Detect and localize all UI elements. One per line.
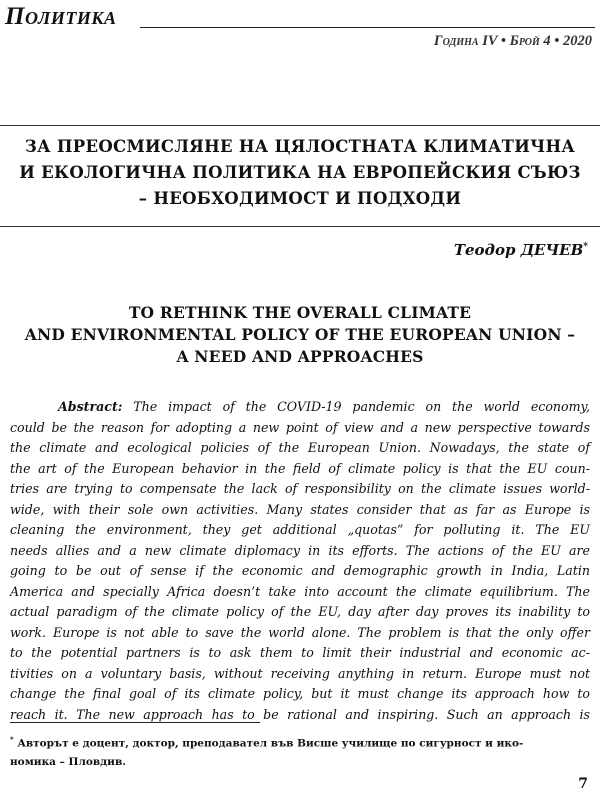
footnote xyxy=(10,731,590,771)
abstract-line: to the potential partners is to ask them to limit their industrial and economic ac- xyxy=(10,645,590,660)
title-bg-line: ЗА ПРЕОСМИСЛЯНЕ НА ЦЯЛОСТНАТА КЛИМАТИЧНА xyxy=(24,137,576,156)
title-bg-line: – НЕОБХОДИМОСТ И ПОДХОДИ xyxy=(138,189,462,208)
footnote-rule xyxy=(10,722,260,723)
author-name: Теодор ДЕЧЕВ xyxy=(453,241,584,259)
issue-info: Година IV • Брой 4 • 2020 xyxy=(433,33,592,49)
title-en-line: TO RETHINK THE OVERALL CLIMATE xyxy=(128,303,472,322)
title-english xyxy=(0,302,600,368)
abstract-label: Abstract: xyxy=(58,399,123,414)
abstract-line: needs allies and a new climate diplomacy in its efforts. The actions of the EU are xyxy=(10,542,590,558)
abstract-line: cleaning the environment, they get additional „quotas“ for polluting it. The EU xyxy=(10,522,590,537)
abstract xyxy=(10,397,590,725)
abstract-line: wide, with their sole own activities. Many states consider that as far as Europe is xyxy=(10,501,590,517)
title-en-line: A NEED AND APPROACHES xyxy=(176,347,424,366)
title-en-line: AND ENVIRONMENTAL POLICY OF THE EUROPEAN UNION – xyxy=(24,325,576,344)
abstract-line: tivities on a voluntary basis, without receiving anything in return. Europe must not xyxy=(10,665,590,681)
footnote-text: Авторът е доцент, доктор, преподавател във Висше училище по сигурност и ико- xyxy=(13,737,524,750)
author xyxy=(454,241,588,259)
abstract-line: America and specially Africa doesn’t take into account the climate equilibrium. The xyxy=(10,583,590,599)
header-rule xyxy=(140,27,595,28)
abstract-first-text: The impact of the COVID-19 pandemic on the world economy, xyxy=(122,399,590,414)
abstract-line: reach it. The new approach has to be rational and inspiring. Such an approach is xyxy=(10,706,590,722)
abstract-line xyxy=(10,397,590,418)
author-footnote-mark: * xyxy=(583,242,588,252)
abstract-line: going to be out of sense if the economic and demographic growth in India, Latin xyxy=(10,563,590,578)
footnote-mark: * xyxy=(10,735,14,744)
abstract-line: the climate and ecological policies of the European Union. Nowadays, the state of xyxy=(10,440,590,455)
journal-name: Политика xyxy=(5,3,117,30)
abstract-line: change the final goal of its climate policy, but it must change its approach how to xyxy=(10,686,590,701)
abstract-line: could be the reason for adopting a new point of view and a new perspective towards xyxy=(10,419,590,435)
abstract-line: actual paradigm of the climate policy of the EU, day after day proves its inability to xyxy=(10,604,590,619)
footnote-line: номика – Пловдив. xyxy=(10,755,126,768)
footnote-line xyxy=(10,731,590,753)
title-bulgarian xyxy=(0,125,600,225)
abstract-line: work. Europe is not able to save the world alone. The problem is that the only offer xyxy=(10,624,590,640)
abstract-line: tries are trying to compensate the lack of responsibility on the climate issues world- xyxy=(10,481,590,496)
title-bg-line: И ЕКОЛОГИЧНА ПОЛИТИКА НА ЕВРОПЕЙСКИЯ СЪЮЗ xyxy=(19,163,581,182)
page-number: 7 xyxy=(578,776,588,792)
abstract-line: the art of the European behavior in the field of climate policy is that the EU coun- xyxy=(10,460,590,476)
